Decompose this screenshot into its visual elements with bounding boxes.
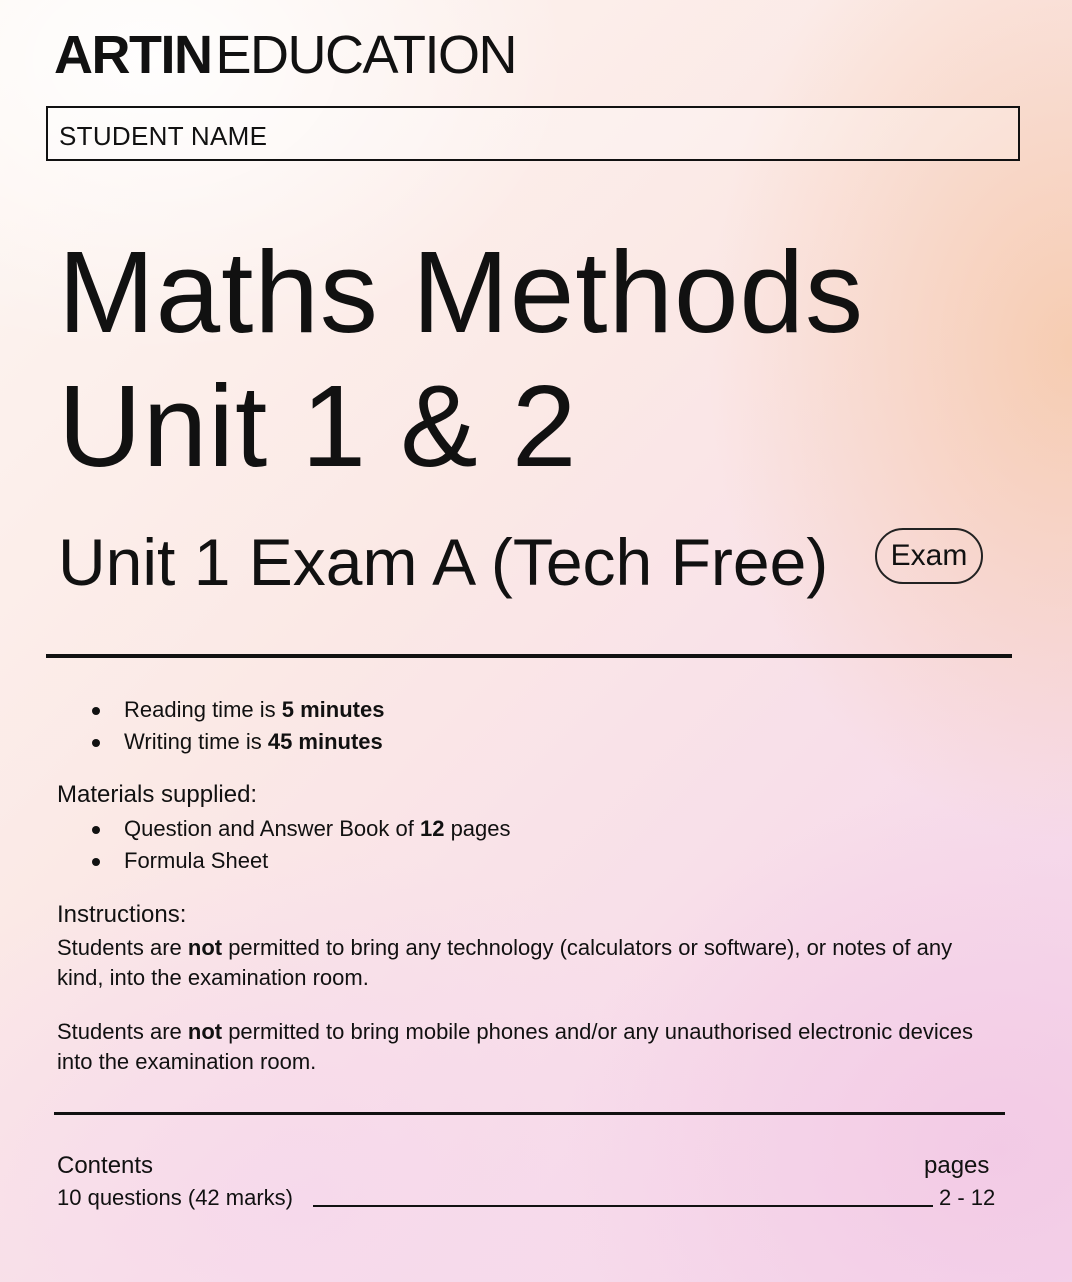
brand-regular: EDUCATION — [215, 25, 516, 85]
pages-heading: pages — [924, 1152, 990, 1179]
student-name-field[interactable] — [46, 106, 1020, 161]
materials-heading: Materials supplied: — [57, 781, 258, 808]
contents-row-label: 10 questions (42 marks) — [57, 1185, 293, 1210]
materials-list — [90, 813, 511, 877]
student-name-label: STUDENT NAME — [59, 121, 268, 151]
exam-badge: Exam — [875, 528, 983, 584]
time-list — [90, 694, 384, 758]
contents-row — [57, 1183, 1002, 1213]
brand-logo — [54, 24, 516, 86]
title-line-2: Unit 1 & 2 — [58, 361, 578, 491]
list-item: Formula Sheet — [90, 845, 511, 877]
page-title — [58, 225, 864, 493]
instruction-paragraph-2: Students are not permitted to bring mobile phones and/or any unauthorised electronic devices into the examination room. — [57, 1019, 973, 1074]
dot-leader — [313, 1205, 933, 1207]
divider-bottom — [54, 1112, 1005, 1115]
brand-bold: ARTIN — [54, 25, 212, 85]
exam-subtitle: Unit 1 Exam A (Tech Free) — [58, 525, 829, 599]
divider-top — [46, 654, 1012, 658]
title-line-1: Maths Methods — [58, 227, 865, 357]
instructions-heading: Instructions: — [57, 901, 187, 928]
list-item: Reading time is 5 minutes — [90, 694, 384, 726]
contents-row-pages: 2 - 12 — [939, 1185, 996, 1210]
list-item: Question and Answer Book of 12 pages — [90, 813, 511, 845]
contents-heading: Contents — [57, 1152, 154, 1179]
list-item: Writing time is 45 minutes — [90, 726, 384, 758]
instruction-paragraph-1: Students are not permitted to bring any technology (calculators or software), or notes of any kind, into the examination room. — [57, 935, 953, 990]
